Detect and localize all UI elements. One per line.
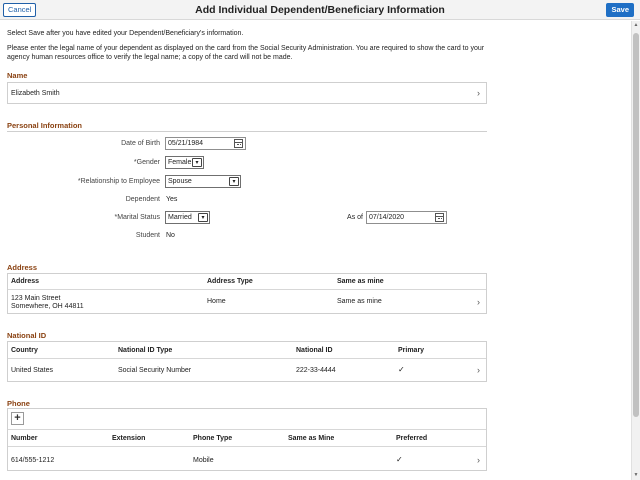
phone-col-same: Same as Mine (288, 435, 335, 442)
student-value: No (166, 232, 175, 239)
dependent-value: Yes (166, 196, 178, 203)
page-content (0, 21, 631, 480)
phone-section-title: Phone (7, 399, 30, 408)
address-line2: Somewhere, OH 44811 (11, 303, 84, 310)
calendar-icon[interactable] (435, 213, 444, 222)
instruction-save: Select Save after you have edited your Dependent/Beneficiary's information. (7, 30, 244, 37)
national-id-country: United States (11, 367, 54, 374)
national-id-col-type: National ID Type (118, 347, 173, 354)
check-icon: ✓ (396, 455, 403, 464)
national-id-col-id: National ID (296, 347, 333, 354)
phone-number: 614/555-1212 (11, 457, 55, 464)
table-row[interactable] (8, 290, 486, 314)
chevron-right-icon: › (477, 297, 480, 307)
address-same: Same as mine (337, 298, 382, 305)
chevron-down-icon: ▾ (192, 158, 202, 167)
phone-col-extension: Extension (112, 435, 146, 442)
address-col-address: Address (11, 278, 40, 285)
address-col-type: Address Type (207, 278, 253, 285)
table-row[interactable] (8, 359, 486, 382)
national-id-table (7, 341, 487, 382)
dob-input[interactable] (165, 137, 246, 150)
phone-col-number: Number (11, 435, 38, 442)
chevron-down-icon: ▾ (229, 177, 239, 186)
dependent-label: Dependent (125, 196, 160, 203)
national-id-number: 222-33-4444 (296, 367, 336, 374)
cancel-button[interactable]: Cancel (3, 3, 36, 17)
dob-label: Date of Birth (121, 140, 160, 147)
chevron-down-icon: ▾ (198, 213, 208, 222)
scroll-down-icon[interactable]: ▼ (633, 472, 639, 478)
name-section-title: Name (7, 71, 28, 80)
scroll-up-icon[interactable]: ▲ (633, 22, 639, 28)
marital-select[interactable] (165, 211, 210, 224)
marital-value: Married (168, 214, 192, 221)
phone-col-preferred: Preferred (396, 435, 428, 442)
national-id-col-primary: Primary (398, 347, 425, 354)
add-phone-button[interactable]: + (11, 412, 24, 425)
relationship-select[interactable] (165, 175, 241, 188)
national-id-section-title: National ID (7, 331, 47, 340)
relationship-label: *Relationship to Employee (77, 178, 160, 185)
vertical-scrollbar[interactable] (631, 21, 640, 480)
table-row[interactable] (8, 447, 486, 471)
save-button[interactable]: Save (606, 3, 634, 17)
dob-value: 05/21/1984 (168, 140, 204, 147)
chevron-right-icon: › (477, 88, 480, 98)
gender-value: Female (168, 159, 192, 166)
personal-section-title: Personal Information (7, 121, 83, 130)
gender-label: *Gender (133, 159, 160, 166)
check-icon: ✓ (398, 365, 405, 374)
as-of-label: As of (347, 214, 363, 221)
scrollbar-thumb[interactable] (633, 33, 639, 417)
phone-type: Mobile (193, 457, 214, 464)
calendar-icon[interactable] (234, 139, 243, 148)
gender-select[interactable] (165, 156, 204, 169)
address-table (7, 273, 487, 314)
instruction-legal-name-1: Please enter the legal name of your dependent as displayed on the card from the Social Security Administration. You are required to show the card to your (7, 45, 485, 52)
relationship-value: Spouse (168, 178, 192, 185)
as-of-input[interactable] (366, 211, 447, 224)
page-header (0, 0, 640, 20)
personal-divider (7, 131, 487, 132)
address-type: Home (207, 298, 226, 305)
phone-col-type: Phone Type (193, 435, 233, 442)
national-id-col-country: Country (11, 347, 38, 354)
marital-label: *Marital Status (114, 214, 160, 221)
address-section-title: Address (7, 263, 38, 272)
as-of-value: 07/14/2020 (369, 214, 405, 221)
phone-toolbar-divider (8, 429, 486, 430)
chevron-right-icon: › (477, 365, 480, 375)
chevron-right-icon: › (477, 455, 480, 465)
national-id-type: Social Security Number (118, 367, 192, 374)
student-label: Student (135, 232, 160, 239)
name-value: Elizabeth Smith (11, 90, 60, 97)
address-col-same: Same as mine (337, 278, 384, 285)
instruction-legal-name-2: agency human resources office to verify the legal name; a copy of the card will not be made. (7, 54, 293, 61)
address-line1: 123 Main Street (11, 295, 61, 302)
phone-table (7, 408, 487, 471)
page-title: Add Individual Dependent/Beneficiary Information (195, 4, 445, 16)
name-row[interactable] (7, 82, 487, 104)
